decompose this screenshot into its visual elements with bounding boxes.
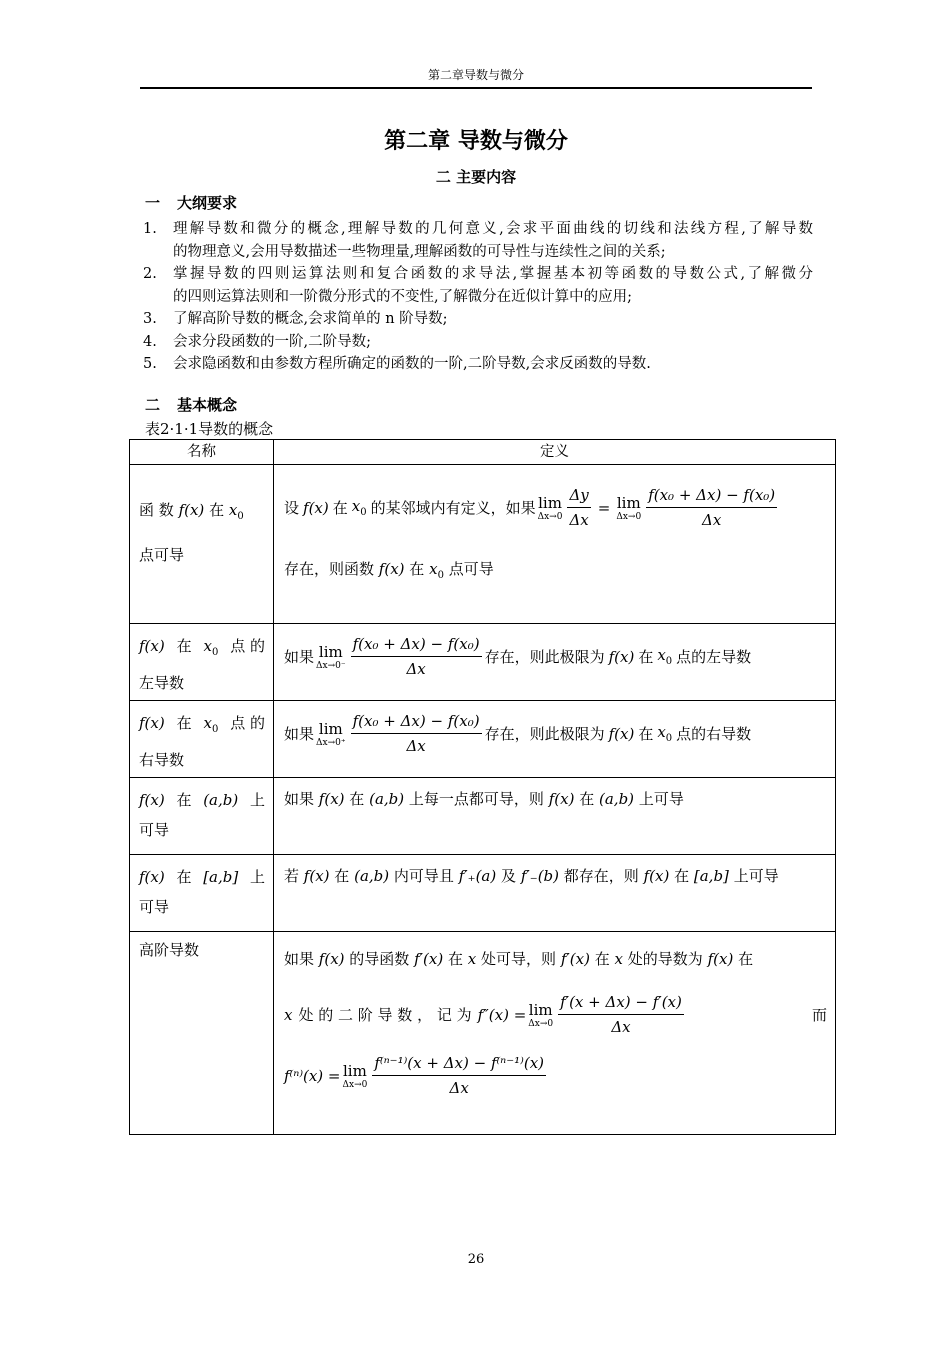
outline-line: 理解导数和微分的概念,理解导数的几何意义,会求平面曲线的切线和法线方程,了解导数 (173, 221, 813, 237)
outline-number: 2. (143, 266, 157, 282)
def-text: 如果 (284, 648, 315, 666)
nth-derivative-quotient: $\frac{\text{f⁽ⁿ⁻¹⁾(x + Δx) − f⁽ⁿ⁻¹⁾(x)}}{\Delta x}$ (374, 1054, 545, 1097)
outline-line: 会求分段函数的一阶,二阶导数; (173, 333, 371, 350)
term-text: 可导 (139, 821, 170, 839)
term-cell (130, 624, 274, 701)
def-text: 在 (674, 867, 690, 885)
difference-quotient: $\frac{\text{f(x₀ + Δx) − f(x₀)}}{\Delta x}$ (352, 635, 480, 678)
def-text: 如果 (284, 725, 315, 743)
def-text: 如果 (284, 950, 315, 968)
section-title: 基本概念 (177, 396, 238, 414)
def-text: 在 (738, 950, 754, 968)
math-fx: f(x) (178, 501, 205, 519)
math-second-derivative: f″(x) = (477, 1005, 527, 1024)
def-text: 处可导，则 (481, 950, 557, 968)
running-header: 第二章导数与微分 (427, 68, 524, 82)
def-text: 点的左导数 (676, 648, 752, 666)
outline-line: 掌握导数的四则运算法则和复合函数的求导法,掌握基本初等函数的导数公式,了解微分 (173, 266, 813, 282)
math-fx: f(x) (707, 950, 734, 968)
section-title: 大纲要求 (177, 194, 238, 212)
table-row (130, 701, 836, 778)
section-number: 一 (145, 194, 161, 212)
def-text: 而 (811, 1006, 827, 1024)
def-text: 在 (409, 560, 425, 578)
math-first-derivative: f′(x) (560, 950, 590, 968)
math-interval: [a,b] (693, 867, 729, 885)
math-x: x (284, 1005, 293, 1024)
math-fx: f(x) (139, 714, 165, 732)
derivative-concepts-table (129, 439, 836, 1135)
def-text: 设 (284, 499, 300, 517)
term-text: 在 (176, 868, 192, 886)
header-rule (140, 87, 812, 89)
outline-item (143, 308, 813, 331)
def-text: 存在，则此极限为 (484, 648, 605, 666)
math-x: x (614, 950, 624, 968)
page-number: 26 (467, 1252, 485, 1267)
second-derivative-quotient: $\frac{f'(x + \Delta x) - f'(x)}{\Delta x}$ (560, 993, 682, 1036)
math-fx: f(x) (548, 790, 575, 808)
definition-cell (274, 465, 836, 624)
def-text: 若 (284, 867, 300, 885)
term-text: 上 (249, 868, 265, 886)
def-text: 存在，则函数 (284, 560, 375, 578)
fraction-dy-dx: $\frac{\Delta y}{\Delta x}$ (569, 486, 589, 529)
definition-cell (274, 778, 836, 855)
table-row (130, 932, 836, 1135)
outline-number: 3. (143, 311, 157, 327)
def-text: 在 (334, 867, 350, 885)
def-text: 都存在，则 (563, 867, 639, 885)
math-fx: f(x) (139, 868, 165, 886)
def-text: 处 的 二 阶 导 数 ， 记 为 (298, 1006, 472, 1024)
outline-line: 了解高阶导数的概念,会求简单的 n 阶导数; (173, 311, 448, 327)
equals-sign: = (597, 498, 611, 517)
term-text: 在 (176, 791, 192, 809)
def-text: 存在，则此极限为 (484, 725, 605, 743)
math-first-derivative: f′(x) (414, 950, 444, 968)
term-text: 在 (176, 637, 192, 655)
outline-line: 的四则运算法则和一阶微分形式的不变性,了解微分在近似计算中的应用; (173, 288, 632, 305)
term-text: 上 (249, 791, 265, 809)
term-cell (130, 465, 274, 624)
table-header-row (130, 440, 836, 465)
def-text: 点可导 (448, 560, 494, 578)
outline-line: 的物理意义,会用导数描述一些物理量,理解函数的可导性与连续性之间的关系; (173, 243, 666, 260)
column-header-name: 名称 (130, 440, 274, 465)
term-cell (130, 701, 274, 778)
math-x0: $x_0$ (351, 497, 367, 518)
definition-cell (274, 701, 836, 778)
math-x0: $x_0$ (429, 560, 444, 581)
outline-item (143, 263, 813, 308)
term-text: 在 (209, 501, 225, 519)
math-x0: $x_0$ (203, 714, 219, 735)
def-text: 及 (501, 867, 517, 885)
math-fx: f(x) (139, 637, 165, 655)
def-text: 点的右导数 (676, 725, 752, 743)
math-left-derivative: f′₋(b) (520, 867, 559, 885)
outline-item (143, 218, 813, 263)
math-fx: f(x) (608, 647, 635, 666)
term-text: 可导 (139, 898, 170, 916)
def-text: 在 (349, 790, 365, 808)
math-interval: (a,b) (369, 790, 405, 808)
limit-symbol: lim Δx→0 (342, 1061, 368, 1090)
term-text: 高阶导数 (139, 941, 200, 959)
outline-item (143, 353, 813, 376)
term-cell (130, 778, 274, 855)
math-interval: (a,b) (599, 790, 635, 808)
math-fx: f(x) (608, 724, 635, 743)
limit-symbol: lim Δx→0⁻ (316, 642, 346, 671)
difference-quotient: $\frac{\text{f(x₀ + Δx) − f(x₀)}}{\Delta x}$ (648, 486, 776, 529)
def-text: 在 (594, 950, 610, 968)
outline-list (143, 218, 813, 376)
outline-item (143, 331, 813, 354)
definition-cell (274, 855, 836, 932)
def-text: 处的导数为 (627, 950, 703, 968)
math-fx: f(x) (303, 867, 330, 885)
math-x0: $x_0$ (228, 501, 244, 522)
def-text: 在 (638, 725, 654, 743)
term-text: 点 的 (230, 714, 265, 732)
outline-line: 会求隐函数和由参数方程所确定的函数的一阶,二阶导数,会求反函数的导数. (173, 356, 651, 372)
math-x0: $x_0$ (657, 646, 673, 667)
table-row (130, 624, 836, 701)
def-text: 的导函数 (349, 950, 410, 968)
math-interval: (a,b) (203, 791, 239, 809)
def-text: 内可导且 (393, 867, 454, 885)
section-subtitle: 二 主要内容 (435, 168, 517, 186)
def-text: 上可导 (733, 867, 779, 885)
table-row (130, 465, 836, 624)
math-right-derivative: f′₊(a) (458, 867, 497, 885)
def-text: 在 (448, 950, 464, 968)
def-text: 上每一点都可导，则 (408, 790, 544, 808)
outline-number: 1. (143, 221, 157, 237)
definition-cell (274, 932, 836, 1135)
def-text: 上可导 (638, 790, 684, 808)
def-text: 在 (638, 648, 654, 666)
term-text: 点 的 (230, 637, 265, 655)
math-x0: $x_0$ (657, 723, 673, 744)
limit-symbol: lim Δx→0 (528, 1000, 554, 1029)
difference-quotient: $\frac{\text{f(x₀ + Δx) − f(x₀)}}{\Delta x}$ (352, 712, 480, 755)
math-interval: [a,b] (203, 868, 239, 886)
term-text: 点可导 (139, 546, 185, 564)
math-x: x (467, 950, 477, 968)
limit-symbol: lim Δx→0 (616, 493, 642, 522)
section-number: 二 (145, 396, 161, 414)
term-text: 函 数 (139, 501, 174, 519)
math-fx: f(x) (139, 791, 165, 809)
table-caption: 表2·1·1导数的概念 (145, 420, 274, 438)
section-heading-outline (145, 192, 237, 213)
term-text: 左导数 (139, 674, 185, 692)
table-row (130, 855, 836, 932)
math-fx: f(x) (378, 560, 405, 578)
term-cell (130, 932, 274, 1135)
term-text: 在 (176, 714, 192, 732)
math-fx: f(x) (643, 867, 670, 885)
math-nth-derivative: f⁽ⁿ⁾(x) = (284, 1066, 341, 1085)
def-text: 的某邻域内有定义，如果 (370, 499, 536, 517)
section-heading-concepts (145, 394, 237, 415)
term-cell (130, 855, 274, 932)
math-fx: f(x) (303, 498, 329, 517)
def-text: 在 (332, 499, 348, 517)
def-text: 在 (579, 790, 595, 808)
chapter-title: 第二章 导数与微分 (384, 128, 568, 154)
limit-symbol: lim Δx→0⁺ (316, 719, 346, 748)
column-header-definition: 定义 (274, 440, 836, 465)
math-fx: f(x) (318, 950, 345, 968)
term-text: 右导数 (139, 751, 185, 769)
outline-number: 5. (143, 356, 157, 372)
limit-symbol: lim Δx→0 (537, 493, 563, 522)
definition-cell (274, 624, 836, 701)
table-row (130, 778, 836, 855)
math-fx: f(x) (318, 790, 345, 808)
math-x0: $x_0$ (203, 637, 219, 658)
def-text: 如果 (284, 790, 315, 808)
math-interval: (a,b) (354, 867, 390, 885)
outline-number: 4. (143, 333, 157, 350)
